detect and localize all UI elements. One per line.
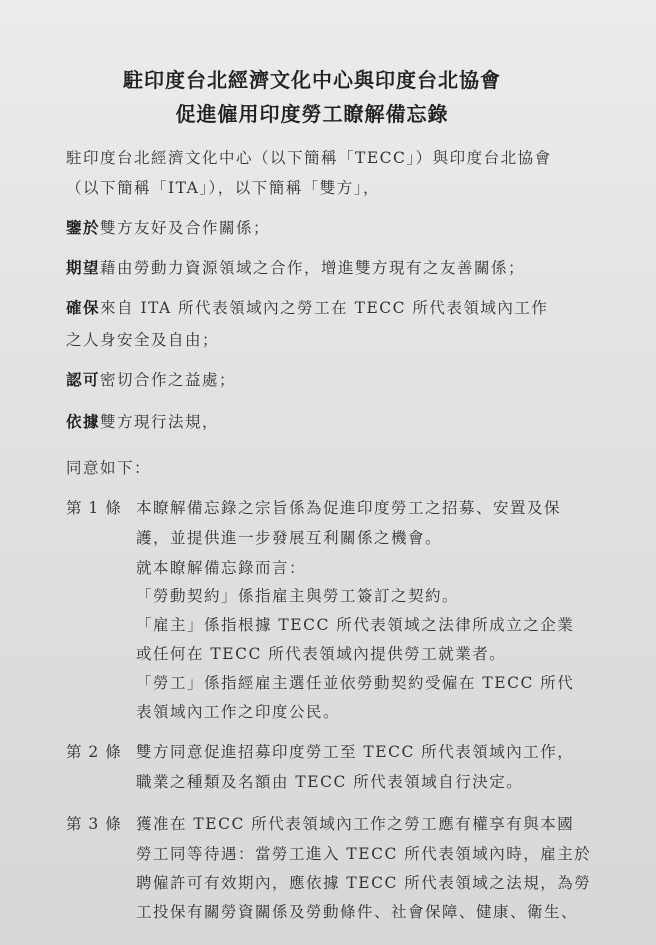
clause-text: 雙方現行法規， xyxy=(100,413,220,431)
article-1-line: 表領域內工作之印度公民。 xyxy=(136,703,341,721)
article-1-line: 「勞動契約」係指雇主與勞工簽訂之契約。 xyxy=(136,587,460,605)
clause-lead: 依據 xyxy=(66,412,101,431)
clause-pursuant xyxy=(66,410,219,432)
document-title-line-2: 促進僱用印度勞工瞭解備忘錄 xyxy=(175,102,449,126)
article-2-label: 第 2 條 xyxy=(66,743,122,761)
intro-line-1: 駐印度台北經濟文化中心（以下簡稱「TECC」）與印度台北協會 xyxy=(66,149,552,167)
clause-lead: 期望 xyxy=(66,258,101,277)
clause-text: 來自 ITA 所代表領域內之勞工在 TECC 所代表領域內工作 xyxy=(100,299,549,317)
clause-ensuring-cont: 之人身安全及自由； xyxy=(66,331,220,349)
clause-lead: 鑒於 xyxy=(66,218,101,237)
clause-lead: 確保 xyxy=(66,298,101,317)
article-3-line: 勞工同等待遇：當勞工進入 TECC 所代表領域內時，雇主於 xyxy=(136,845,592,863)
article-3-line: 獲准在 TECC 所代表領域內工作之勞工應有權享有與本國 xyxy=(136,815,575,833)
article-3-line: 工投保有關勞資關係及勞動條件、社會保障、健康、衛生、 xyxy=(136,903,579,921)
article-1-label: 第 1 條 xyxy=(66,499,122,517)
article-1-line: 「雇主」係指根據 TECC 所代表領域之法律所成立之企業 xyxy=(136,616,575,634)
article-1-line: 本瞭解備忘錄之宗旨係為促進印度勞工之招募、安置及保 xyxy=(136,499,562,517)
document-title-line-1: 駐印度台北經濟文化中心與印度台北協會 xyxy=(123,68,501,92)
article-1-line: 「勞工」係指經雇主選任並依勞動契約受僱在 TECC 所代 xyxy=(136,674,575,692)
agree-heading: 同意如下： xyxy=(66,459,152,477)
clause-desiring xyxy=(66,256,525,278)
clause-text: 藉由勞動力資源領域之合作，增進雙方現有之友善關係； xyxy=(100,259,526,277)
clause-text: 密切合作之益處； xyxy=(100,371,237,389)
clause-recognizing xyxy=(66,368,236,390)
article-1-line: 或任何在 TECC 所代表領域內提供勞工就業者。 xyxy=(136,645,507,663)
intro-line-2: （以下簡稱「ITA」），以下簡稱「雙方」， xyxy=(66,179,381,197)
clause-ensuring xyxy=(66,296,548,318)
article-3-label: 第 3 條 xyxy=(66,815,122,833)
clause-lead: 認可 xyxy=(66,370,101,389)
clause-text: 雙方友好及合作關係； xyxy=(100,219,271,237)
clause-considering xyxy=(66,216,270,238)
article-2-line: 雙方同意促進招募印度勞工至 TECC 所代表領域內工作， xyxy=(136,743,575,761)
article-1-line: 就本瞭解備忘錄而言： xyxy=(136,559,307,577)
article-3-line: 聘僱許可有效期內，應依據 TECC 所代表領域之法規，為勞 xyxy=(136,874,592,892)
article-1-line: 護，並提供進一步發展互利關係之機會。 xyxy=(136,529,443,547)
article-2-line: 職業之種類及名額由 TECC 所代表領域自行決定。 xyxy=(136,773,524,791)
